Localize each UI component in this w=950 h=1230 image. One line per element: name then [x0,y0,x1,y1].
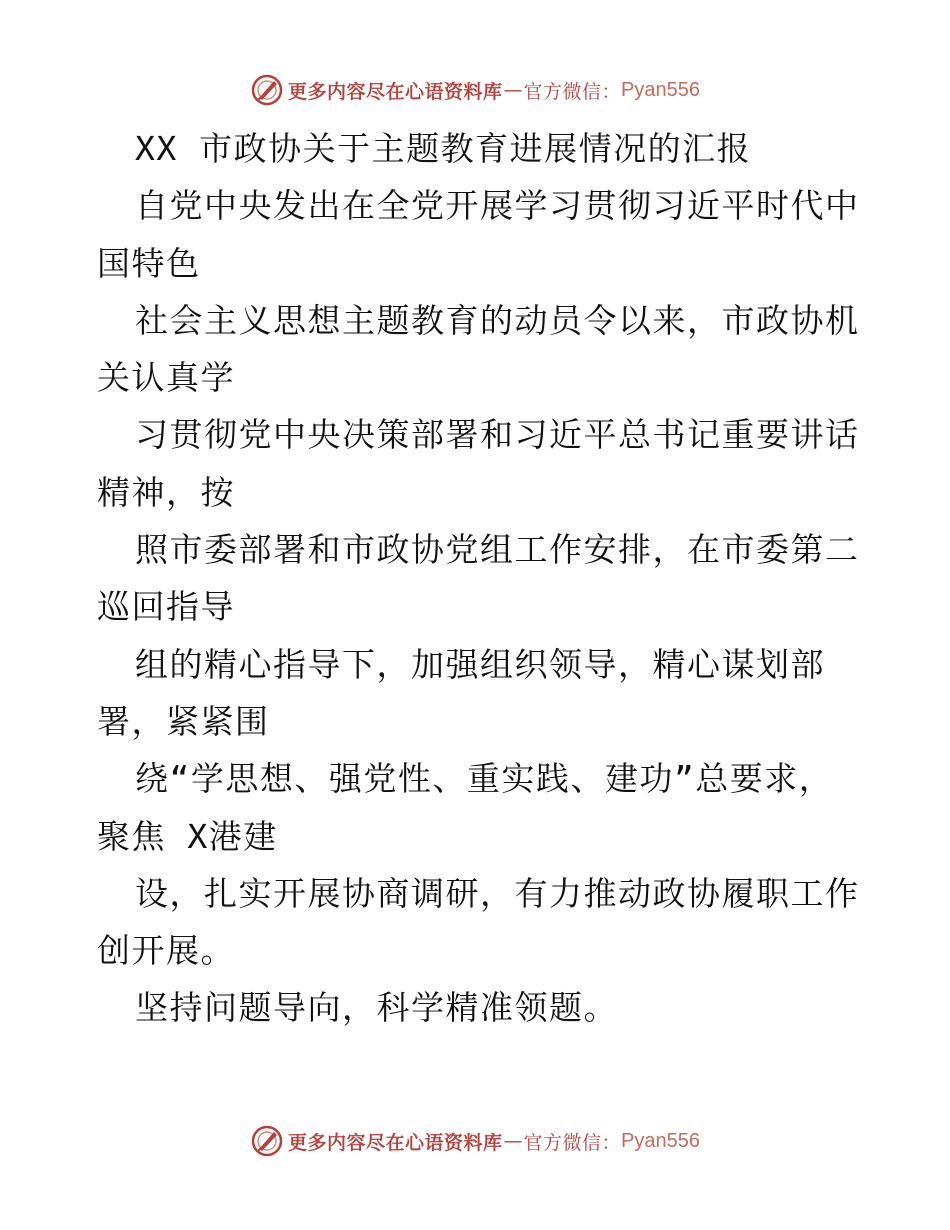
quill-seal-icon [250,73,284,107]
quill-seal-icon [250,1124,284,1158]
paragraph-line: 关认真学 [97,358,235,398]
paragraph-line: 组的精心指导下，加强组织领导，精心谋划部 [135,644,825,684]
banner-wechat-label: 官方微信： [523,1131,622,1154]
banner-brand-text: 更多内容尽在心语资料库 [288,1131,503,1154]
paragraph-line: 习贯彻党中央决策部署和习近平总书记重要讲话 [135,415,860,455]
header-banner [0,70,950,110]
banner-separator: — [503,79,523,101]
paragraph-line: 自党中央发出在全党开展学习贯彻习近平时代中 [135,186,860,226]
banner-wechat-id: Pyan556 [621,1129,700,1152]
paragraph-line: 精神，按 [97,472,235,512]
paragraph-line: 署，紧紧围 [97,701,270,741]
paragraph-line: 照市委部署和市政协党组工作安排，在市委第二 [135,530,860,570]
banner-wechat-label: 官方微信： [523,80,622,103]
document-body [97,120,860,1037]
paragraph-line: 国特色 [97,243,201,283]
paragraph-line: 巡回指导 [97,587,235,627]
paragraph-line: 坚持问题导向，科学精准领题。 [135,988,618,1028]
footer-banner [0,1121,950,1161]
banner-wechat-id: Pyan556 [621,78,700,101]
paragraph-line: 创开展。 [97,931,235,971]
banner-separator: — [503,1130,523,1152]
paragraph-line: 设，扎实开展协商调研，有力推动政协履职工作 [135,873,860,913]
paragraph-line: 社会主义思想主题教育的动员令以来，市政协机 [135,300,860,340]
document-title: XX 市政协关于主题教育进展情况的汇报 [135,129,752,168]
paragraph-line: 聚焦 X港建 [97,816,278,856]
paragraph-line: 绕“学思想、强党性、重实践、建功”总要求， [135,759,834,799]
banner-brand-text: 更多内容尽在心语资料库 [288,80,503,103]
